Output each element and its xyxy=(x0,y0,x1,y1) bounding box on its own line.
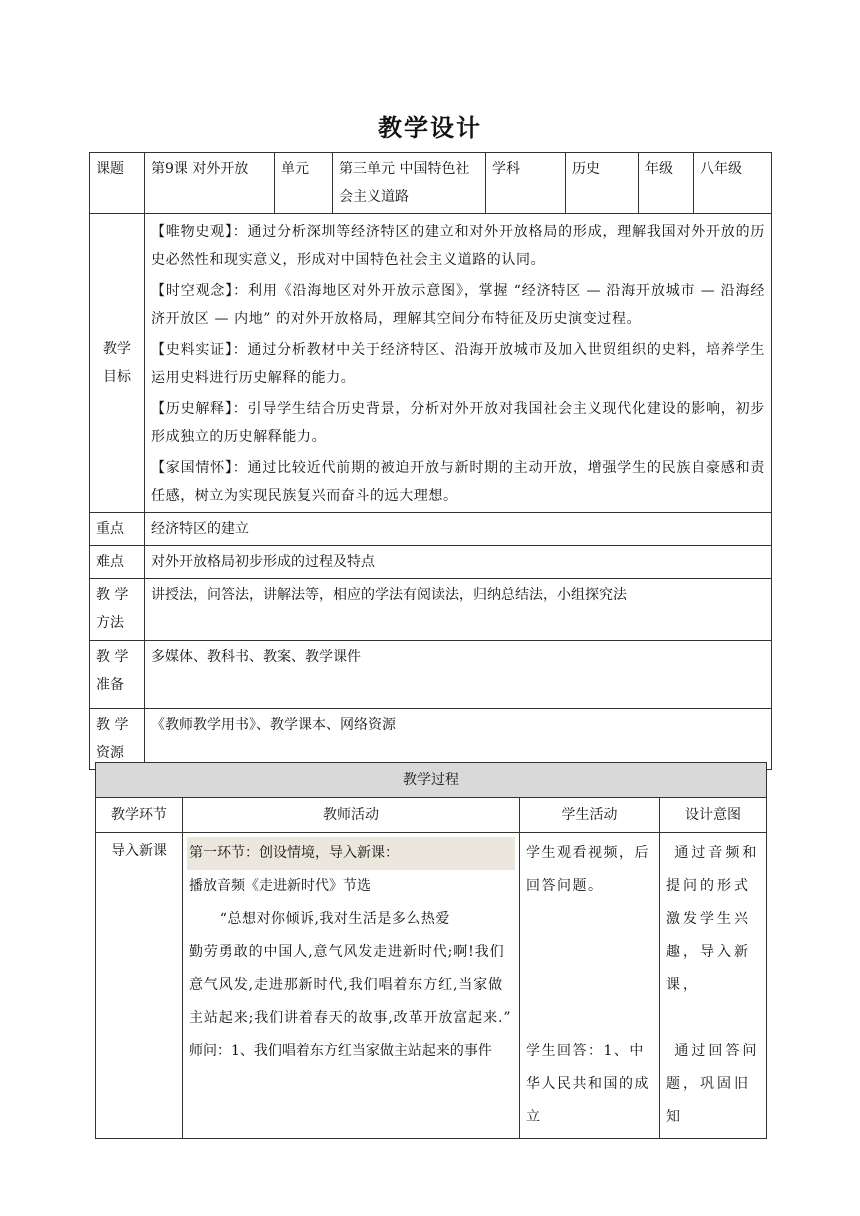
goal-tag: 【历史解释】 xyxy=(151,401,233,417)
goal-text: ：通过分析教材中关于经济特区、沿海开放城市及加入世贸组织的史料，培养学生运用史料进行历史解释的能力。 xyxy=(151,342,765,386)
goal-text: ：引导学生结合历史背景，分析对外开放对我国社会主义现代化建设的影响，初步形成独立的历史解释能力。 xyxy=(151,401,765,445)
resources-label-line1: 教 学 xyxy=(96,717,129,733)
design-intent-2: 通过回答问题，巩固旧知 xyxy=(666,1043,760,1125)
goal-tag: 【史料实证】 xyxy=(151,342,233,358)
header-student: 学生活动 xyxy=(520,798,660,833)
method-label xyxy=(90,579,145,641)
student-activity-2: 学生回答：1、中华人民共和国的成立 xyxy=(526,1043,650,1125)
teaching-process-table xyxy=(95,762,767,1139)
teacher-question: 师问：1、我们唱着东方红当家做主站起来的事件 xyxy=(189,1043,492,1059)
goal-tag: 【时空观念】 xyxy=(151,283,234,299)
student-activity-1: 学生观看视频，后回答问题。 xyxy=(526,845,650,894)
grade-label: 年级 xyxy=(639,153,694,214)
goal-item xyxy=(151,395,765,451)
method-label-line1: 教 学 xyxy=(96,587,129,603)
goals-label-line2: 目标 xyxy=(103,369,131,385)
key-point-label: 重点 xyxy=(90,513,145,546)
resources-label xyxy=(90,709,145,770)
lyric-body: 勤劳勇敢的中国人,意气风发走进新时代;啊!我们意气风发,走进那新时代,我们唱着东方红,当家做主站起来;我们讲着春天的故事,改革开放富起来.” xyxy=(189,944,512,1026)
goal-tag: 【唯物史观】 xyxy=(151,224,233,240)
subject-label: 学科 xyxy=(486,153,566,214)
difficulty-value: 对外开放格局初步形成的过程及特点 xyxy=(145,546,772,579)
lyric-line: “总想对你倾诉,我对生活是多么热爱 xyxy=(219,911,450,927)
goal-text: ：通过分析深圳等经济特区的建立和对外开放格局的形成，理解我国对外开放的历史必然性和现实意义，形成对中国特色社会主义道路的认同。 xyxy=(151,224,765,268)
resources-value: 《教师教学用书》、教学课本、网络资源 xyxy=(145,709,772,770)
goal-item xyxy=(151,218,765,274)
teacher-audio: 播放音频《走进新时代》节选 xyxy=(189,878,371,894)
goals-label xyxy=(90,214,145,513)
process-title: 教学过程 xyxy=(96,763,767,798)
goal-item xyxy=(151,454,765,510)
goals-label-line1: 教学 xyxy=(103,341,131,357)
prep-label-line2: 准备 xyxy=(96,677,124,693)
unit-value: 第三单元 中国特色社会主义道路 xyxy=(333,153,486,214)
header-stage: 教学环节 xyxy=(96,798,183,833)
prep-label xyxy=(90,641,145,709)
goal-tag: 【家国情怀】 xyxy=(151,460,233,476)
design-intent-1: 通过音频和提问的形式激发学生兴趣，导入新课， xyxy=(666,845,760,993)
goal-item xyxy=(151,277,765,333)
design-intent-cell xyxy=(660,833,767,1139)
difficulty-label: 难点 xyxy=(90,546,145,579)
lesson-info-table xyxy=(89,152,772,770)
grade-value: 八年级 xyxy=(694,153,772,214)
header-intent: 设计意图 xyxy=(660,798,767,833)
lesson-label: 课题 xyxy=(90,153,145,214)
spacer xyxy=(666,1002,760,1035)
method-value: 讲授法，问答法，讲解法等，相应的学法有阅读法，归纳总结法，小组探究法 xyxy=(145,579,772,641)
teacher-activity-cell xyxy=(183,833,520,1139)
key-point-value: 经济特区的建立 xyxy=(145,513,772,546)
teacher-step-heading: 第一环节：创设情境，导入新课： xyxy=(187,837,515,870)
subject-value: 历史 xyxy=(566,153,639,214)
prep-value: 多媒体、教科书、教案、教学课件 xyxy=(145,641,772,709)
prep-label-line1: 教 学 xyxy=(96,649,129,665)
goal-text: ：通过比较近代前期的被迫开放与新时期的主动开放，增强学生的民族自豪感和责任感，树立为实现民族复兴而奋斗的远大理想。 xyxy=(151,460,765,504)
student-activity-cell xyxy=(520,833,660,1139)
stage-cell: 导入新课 xyxy=(96,833,183,1139)
goals-content xyxy=(145,214,772,513)
spacer xyxy=(526,903,653,1035)
page-title: 教学设计 xyxy=(378,114,482,142)
resources-label-line2: 资源 xyxy=(96,745,124,761)
unit-label: 单元 xyxy=(275,153,333,214)
goal-text: ：利用《沿海地区对外开放示意图》，掌握 “经济特区 — 沿海开放城市 — 沿海经济开放区 — 内地” 的对外开放格局，理解其空间分布特征及历史演变过程。 xyxy=(151,283,765,327)
goal-item xyxy=(151,336,765,392)
method-label-line2: 方法 xyxy=(96,615,124,631)
header-teacher: 教师活动 xyxy=(183,798,520,833)
lesson-value: 第9课 对外开放 xyxy=(145,153,275,214)
